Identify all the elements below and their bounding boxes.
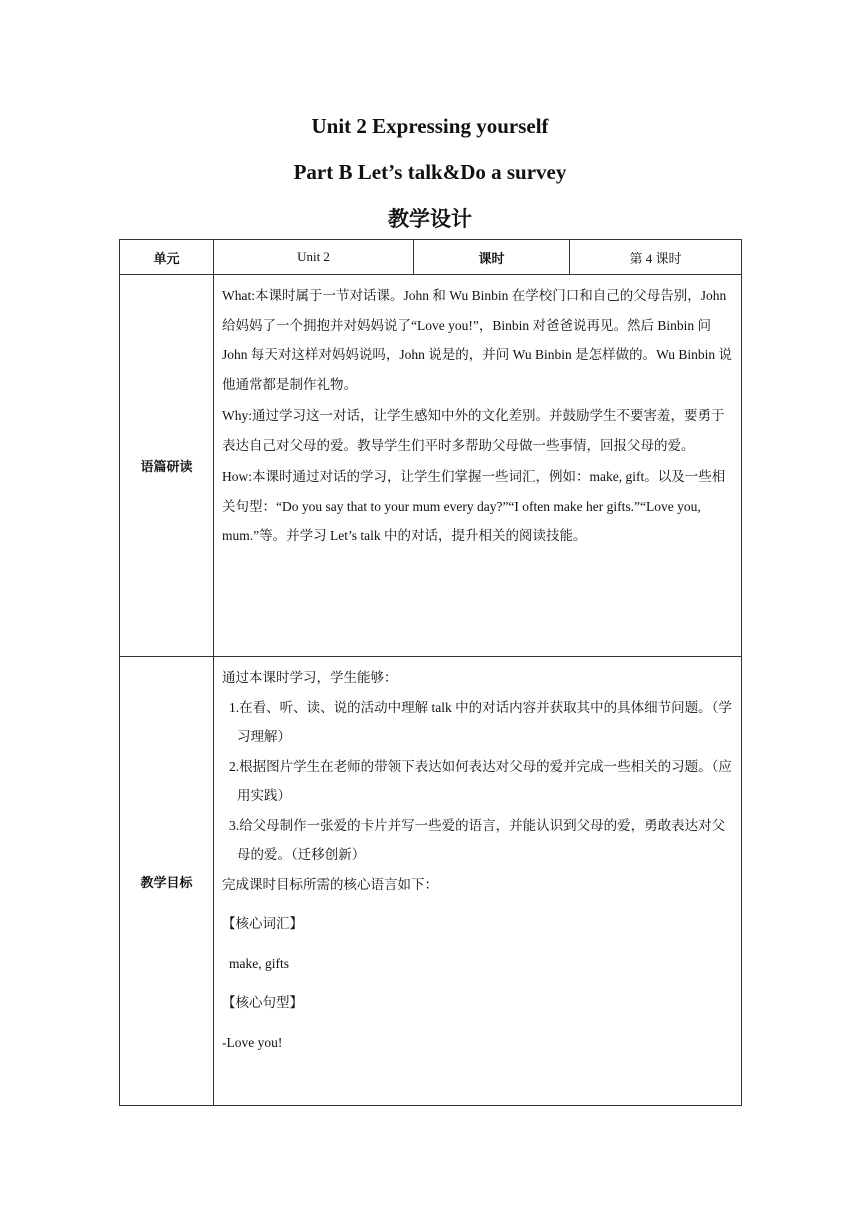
analysis-why: Why:通过学习这一对话，让学生感知中外的文化差别。并鼓励学生不要害羞，要勇于表达自己对父母的爱。教导学生们平时多帮助父母做一些事情，回报父母的爱。 <box>222 408 725 453</box>
objectives-content <box>214 657 742 1106</box>
title-line-2: Part B Let’s talk&Do a survey <box>293 160 567 184</box>
unit-value: Unit 2 <box>214 240 414 275</box>
objectives-intro: 通过本课时学习，学生能够： <box>222 670 398 685</box>
objective-item: 3.给父母制作一张爱的卡片并写一些爱的语言，并能认识到父母的爱，勇敢表达对父母的爱。（迁移创新） <box>229 817 726 862</box>
title-line-3: 教学设计 <box>388 207 472 231</box>
analysis-what: What:本课时属于一节对话课。John 和 Wu Binbin 在学校门口和自己的父母告别，John 给妈妈了一个拥抱并对妈妈说了“Love you!”，Binbin 对爸爸说再见。然后 Binbin 问 John 每天对这样对妈妈说吗，John 说是的，并问 Wu Binbin 是怎样做的。Wu Binbin 说他通常都是制作礼物。 <box>222 288 733 392</box>
unit-row <box>120 240 742 275</box>
objectives-row <box>120 657 742 1106</box>
objective-item: 2.根据图片学生在老师的带领下表达如何表达对父母的爱并完成一些相关的习题。（应用实践） <box>229 758 732 803</box>
analysis-row <box>120 275 742 657</box>
vocab-list: make, gifts <box>229 955 289 971</box>
objective-item: 1.在看、听、读、说的活动中理解 talk 中的对话内容并获取其中的具体细节问题。（学习理解） <box>229 699 732 744</box>
analysis-label: 语篇研读 <box>120 275 214 657</box>
analysis-how: How:本课时通过对话的学习，让学生们掌握一些词汇，例如：make, gift。以及一些相关句型：“Do you say that to your mum every day?”“I often make her gifts.”“Love you, mum.”等。并学习 Let’s talk 中的对话，提升相关的阅读技能。 <box>222 469 726 543</box>
sentence-item: -Love you! <box>222 1034 283 1050</box>
unit-label: 单元 <box>120 240 214 275</box>
lesson-value: 第 4 课时 <box>570 240 742 275</box>
objectives-label: 教学目标 <box>120 657 214 1106</box>
vocab-title: 【核心词汇】 <box>222 916 303 931</box>
core-language-intro: 完成课时目标所需的核心语言如下： <box>222 876 438 892</box>
title-line-1: Unit 2 Expressing yourself <box>311 114 549 138</box>
analysis-content <box>214 275 742 657</box>
lesson-plan-table <box>119 239 742 1106</box>
lesson-label: 课时 <box>414 240 570 275</box>
sentence-title: 【核心句型】 <box>222 995 303 1010</box>
